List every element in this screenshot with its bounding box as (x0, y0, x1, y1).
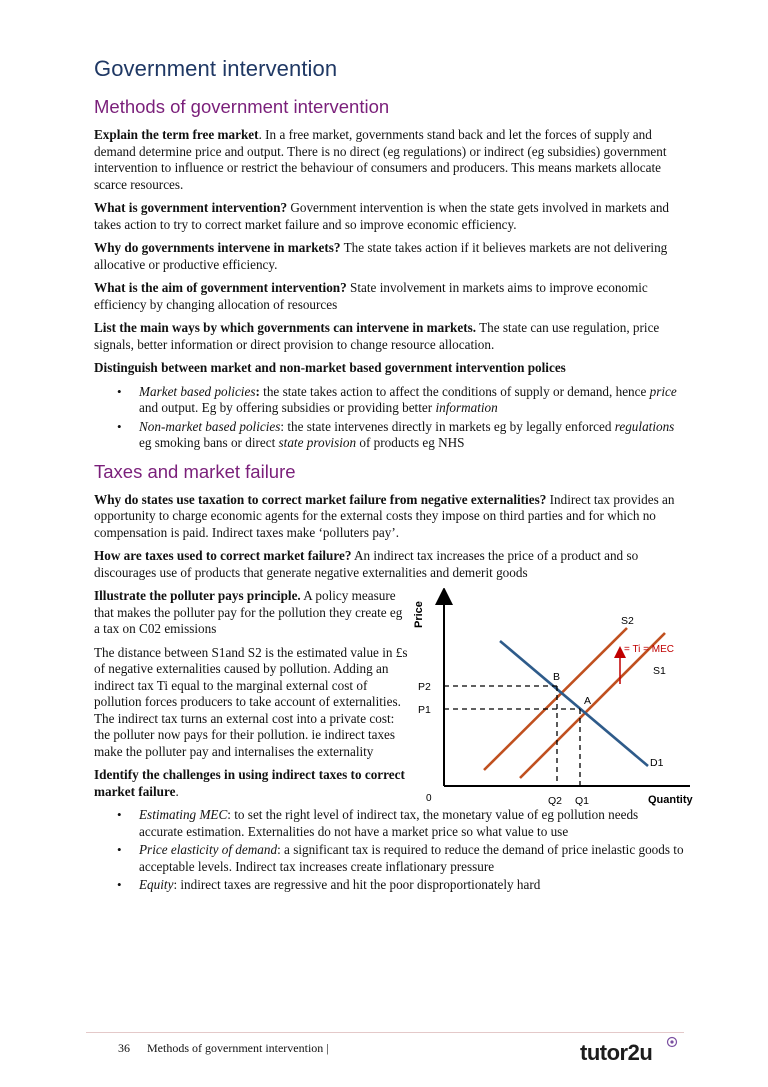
question: Distinguish between market and non-market based government intervention polices (94, 360, 566, 375)
list-item (139, 877, 684, 894)
logo-mark-icon (666, 1036, 678, 1048)
quantity-tick-q1: Q1 (575, 795, 590, 807)
footer (118, 1041, 329, 1056)
text: eg smoking bans or direct (139, 435, 279, 450)
paragraph-free-market (94, 127, 684, 193)
page-number: 36 (118, 1041, 130, 1055)
list-item (139, 842, 684, 875)
series-line-d1 (500, 641, 648, 766)
text: : a significant tax is required to reduce the demand of price inelastic goods to acceptable levels. Indirect tax increases create inflationary pressure (139, 842, 684, 874)
footer-divider (86, 1032, 684, 1033)
series-label-s1: S1 (653, 665, 666, 677)
paragraph-why-intervene (94, 240, 684, 273)
x-axis-label: Quantity (648, 794, 693, 806)
series-label-d1: D1 (650, 757, 664, 769)
point-label-b: B (553, 671, 561, 683)
page-title: Government intervention (94, 56, 338, 81)
polluter-pays-section (94, 588, 693, 807)
term: Market based policies (139, 383, 256, 399)
y-axis-label: Price (413, 601, 425, 628)
text: and output. Eg by offering subsidies or providing better (139, 400, 436, 415)
list-item (139, 384, 684, 417)
document-page (94, 56, 693, 903)
answer: . In a free market, governments stand back and let the forces of supply and demand determine price and output. There is no direct (eg regulations) or indirect (eg subsidies) government intervention to influence or restrict the behaviour of consumers and producers. This means markets allocate scarce resources. (94, 127, 667, 192)
section-heading-taxes: Taxes and market failure (94, 460, 296, 482)
term: Price elasticity of demand (139, 842, 278, 857)
question: Explain the term free market (94, 127, 259, 142)
question: Why do states use taxation to correct market failure from negative externalities? (94, 491, 547, 507)
policy-list (94, 384, 684, 452)
footer-title: Methods of government intervention | (147, 1041, 329, 1055)
separator: : (280, 418, 285, 434)
point-label-a: A (584, 695, 592, 707)
list-item (139, 419, 684, 452)
answer: An indirect tax increases the price of a product and so discourages use of products that generate negative externalities and demerit goods (94, 548, 639, 580)
paragraph-distance: The distance between S1and S2 is the estimated value in £s of negative externalities caused by pollution. Adding an indirect tax Ti equal to the marginal external cost of pollution forces producers to take account of externalities. The indirect tax turns an external cost into a private cost: the polluter now pays for their pollution. ie indirect taxes make the polluter pay and internalises the externality (94, 644, 408, 759)
answer: A policy measure that makes the polluter pay for the pollution they create eg a tax on C02 emissions (94, 588, 403, 636)
answer: Indirect tax provides an opportunity to charge economic agents for the external costs they impose on third parties and for which no compensation is paid. Indirect taxes make ‘polluters pay’. (94, 491, 675, 540)
text: the state intervenes directly in markets eg by legally enforced (284, 418, 615, 434)
question: Illustrate the polluter pays principle. (94, 588, 301, 603)
text: of products eg NHS (356, 435, 465, 450)
tutor2u-logo: tutor2u (580, 1040, 653, 1065)
question: Why do governments intervene in markets? (94, 240, 341, 255)
series-label-s2: S2 (621, 615, 634, 627)
question: What is government intervention? (94, 200, 288, 215)
term: regulations (614, 418, 675, 434)
question: How are taxes used to correct market failure? (94, 548, 352, 563)
term: state provision (278, 435, 357, 450)
paragraph-aim (94, 280, 684, 313)
text: : indirect taxes are regressive and hit the poor disproportionately hard (173, 877, 541, 892)
paragraph-main-ways (94, 320, 684, 353)
price-tick-p2: P2 (418, 681, 431, 693)
origin-label: 0 (426, 793, 432, 804)
paragraph-polluter-pays (94, 588, 409, 638)
answer: The state can use regulation, price signals, better information or direct provision to change resource allocation. (94, 320, 660, 352)
answer: . (175, 783, 179, 799)
quantity-tick-q2: Q2 (548, 795, 563, 807)
term: Estimating MEC (139, 807, 228, 822)
paragraph-how-taxes (94, 548, 684, 581)
term: information (435, 400, 498, 415)
series-line-s2 (484, 628, 627, 770)
term: Equity (139, 877, 174, 892)
term: price (649, 383, 677, 399)
section-heading-methods: Methods of government intervention (94, 96, 390, 117)
question: List the main ways by which governments can intervene in markets. (94, 320, 477, 335)
price-tick-p1: P1 (418, 704, 431, 716)
separator: : (255, 383, 260, 399)
chart-svg (410, 588, 700, 810)
paragraph-gov-intervention (94, 200, 684, 233)
polluter-pays-text (94, 588, 409, 800)
text: the state takes action to affect the conditions of supply or demand, hence (259, 383, 650, 399)
answer: State involvement in markets aims to improve economic efficiency by changing allocation of resources (94, 280, 648, 312)
paragraph-distinguish (94, 360, 684, 377)
text: : to set the right level of indirect tax, the monetary value of eg pollution needs accurate estimation. Externalities do not have a market price so what value to use (139, 807, 639, 839)
tax-annotation: = Ti = MEC (624, 644, 675, 655)
question: What is the aim of government intervention? (94, 280, 347, 295)
paragraph-challenges (94, 767, 409, 800)
term: Non-market based policies (139, 418, 281, 434)
answer: The state takes action if it believes markets are not delivering allocative or productive efficiency. (94, 240, 668, 272)
list-item (139, 807, 684, 840)
tax-diagram (410, 588, 700, 810)
paragraph-why-taxation (94, 492, 684, 542)
question: Identify the challenges in using indirect taxes to correct market failure (94, 767, 405, 799)
challenges-list (94, 807, 684, 894)
answer: Government intervention is when the state gets involved in markets and takes action to try to correct market failure and so improve economic efficiency. (94, 200, 670, 232)
